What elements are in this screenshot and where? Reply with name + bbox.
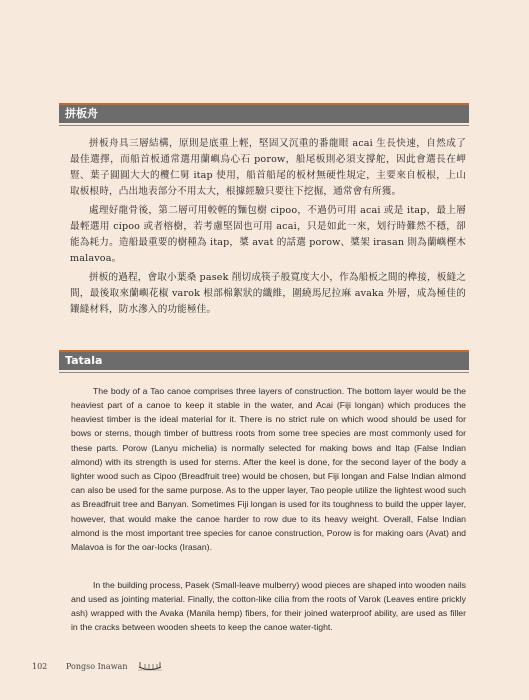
book-title: Pongso Inawan <box>66 661 128 671</box>
zh-paragraph: 處理好龍骨後，第二層可用較輕的麵包樹 cipoo，不過仍可用 acai 或是 itap，最上層最輕選用 cipoo 或者榕樹，若考慮堅固也可用 acai，只是如此一來，划行時難然不穩，卻能為耗力。造船最重要的樹種為 itap，槳 avat 的話選 porow、槳架 irasan 則為蘭嶼樫木 malavoa。 <box>70 204 466 264</box>
zh-paragraph: 拼板的過程，會取小葉桑 pasek 削切成筷子般寬度大小，作為船板之間的榫接，板縫之間，最後取來蘭嶼花椒 varok 根部棉絮狀的纖維，圍繞馬尼拉麻 avaka 外層，成為極佳的鑲縫材料，防水滲入的功能極佳。 <box>70 271 466 315</box>
page-number: 102 <box>32 661 48 671</box>
en-paragraph: In the building process, Pasek (Small-leave mulberry) wood pieces are shaped into wooden nails and used as jointing material. Finally, the cotton-like cilia from the roots of Varok (Leaves entire prickly ash) wrapped with the Avaka (Manila hemp) fibers, for their joined waterproof ability, are used as filler in the cracks between wooden sheets to keep the canoe water-tight. <box>71 579 466 633</box>
en-paragraph: The body of a Tao canoe comprises three layers of construction. The bottom layer would be the heaviest part of a canoe to keep it stable in the water, and Acai (Fiji longan) which produces the heaviest timber is the ideal material for it. There is no strict rule on which wood should be used for bows or sterns, though timber of buttress roots from some tree species are most commonly used for these parts. Porow (Lanyu michelia) is normally selected for making bows and Itap (False Indian almond) with its strength is used for sterns. After the keel is done, for the second layer of the body a lighter wood such as Cipoo (Breadfruit tree) would be chosen, but Fiji longan and False Indian almond can also be used for the same purpose. As to the upper layer, Tao people utilize the lightest wood such as Breadfruit tree and Banyan. Sometimes Fiji longan is used for its toughness to build the upper layer, however, that would make the canoe harder to row due to its heavy weight. Overall, False Indian almond is the most important tree species for canoe construction, Porow is for making oars (Avat) and Malavoa is for the oar-locks (Irasan). <box>71 385 466 552</box>
section-heading-zh-text: 拼板舟 <box>65 107 98 120</box>
heading-underline <box>59 125 469 126</box>
section-heading-en-text: Tatala <box>65 354 103 367</box>
canoe-icon <box>137 658 163 674</box>
heading-underline <box>59 372 469 373</box>
page-footer <box>32 659 163 673</box>
zh-paragraph: 拼板舟具三層結構，原則是底重上輕，堅固又沉重的番龍眼 acai 生長快速，自然成了最佳選擇，而船首板通常選用蘭嶼烏心石 porow，船尾板則必須支撐舵，因此會選長在岬豎、葉子圓圓大大的欖仁舅 itap 使用，船首船尾的板材無硬性規定，主要來自板根，上山取板根時，凸出地表部分不用太大，根據經驗只要往下挖掘，通常會有所獲。 <box>70 137 466 197</box>
section-heading-en <box>59 350 469 370</box>
section-heading-zh <box>59 103 469 123</box>
